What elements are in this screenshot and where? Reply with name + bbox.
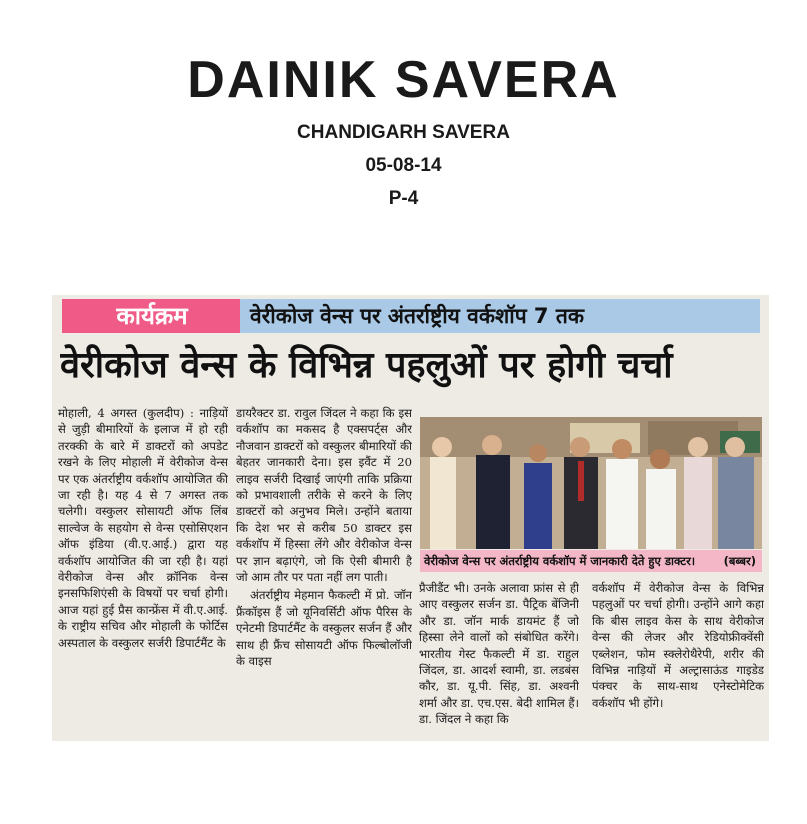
article-column-2 xyxy=(236,405,412,737)
article-column-1 xyxy=(58,405,228,737)
photo-caption xyxy=(420,550,762,572)
section-tag: कार्यक्रम xyxy=(62,299,242,333)
news-clipping xyxy=(52,295,769,741)
edition-label: CHANDIGARH SAVERA xyxy=(297,122,510,143)
strap-headline: वेरीकोज वेन्स पर अंतर्राष्ट्रीय वर्कशॉप 7 तक xyxy=(240,299,760,333)
article-column-3 xyxy=(419,580,579,736)
newspaper-title: DAINIK SAVERA xyxy=(187,51,620,109)
column-2-paragraph-2: अंतर्राष्ट्रीय मेहमान फैकल्टी में प्रो. जॉन फ्रैंकॉइस हैं जो यूनिवर्सिटी ऑफ पैरिस के एनेटमी डिपार्टमैंट के वस्कुलर सर्जन हैं और साथ ही फ्रैंच सोसायटी ऑफ फिल्बोलॉजी के वाइस xyxy=(236,588,412,669)
group-photo xyxy=(420,417,762,549)
photo-illustration xyxy=(420,417,762,549)
column-2-paragraph-1: डायरैक्टर डा. रावुल जिंदल ने कहा कि इस वर्कशॉप का मकसद है एक्सपर्ट्स और नौजवान डाक्टरों को वस्कुलर बीमारियों की बेहतर जानकारी देना। इस इवैंट में 20 लाइव सर्जरी दिखाई जाएंगी ताकि प्रक्रिया को प्रभावशाली तरीके से करने के लिए डाक्टरों को अनुभव मिले। उन्होंने बताया कि देश भर से करीब 50 डाक्टर इस वर्कशॉप में हिस्सा लेंगे और वेरीकोज वेन्स पर ज्ञान बढ़ाएंगे, जो कि ऐसी बीमारी है जो आम तौर पर पता नहीं लग पाती। xyxy=(236,406,412,585)
main-headline: वेरीकोज वेन्स के विभिन्न पहलुओं पर होगी चर्चा xyxy=(60,345,673,386)
column-3-text: प्रैजीडैंट भी। उनके अलावा फ्रांस से ही आए वस्कुलर सर्जन डा. पैट्रिक बेंजिनी और डा. जॉन मार्क डायमंट हैं जो हिस्सा लेने वालों को संबोधित करेंगे। भारतीय गेस्ट फैकल्टी में डा. राहुल जिंदल, डा. आदर्श स्वामी, डा. लडबंस कौर, डा. यू.पी. सिंह, डा. अश्वनी शर्मा और डा. एच.एस. बेदी शामिल हैं। डा. जिंदल ने कहा कि xyxy=(419,581,579,727)
article-column-4 xyxy=(592,580,764,736)
column-4-text: वर्कशॉप में वेरीकोज वेन्स के विभिन्न पहलुओं पर चर्चा होगी। उन्होंने आगे कहा कि बीस लाइव केस के साथ वेरीकोज वेन्स की लेजर और रेडियोफ्रीक्वेंसी एब्लेशन, फोम स्क्लेरोथैरेपी, शरीर की विभिन्न नाड़ियों में अल्ट्रासाऊंड गाइडेड पंक्चर के साथ-साथ एनेस्टोमेटिक वर्कशॉप भी होंगे। xyxy=(592,581,764,710)
date-label: 05-08-14 xyxy=(365,155,442,176)
caption-text: वेरीकोज वेन्स पर अंतर्राष्ट्रीय वर्कशॉप में जानकारी देते हुए डाक्टर। xyxy=(424,554,696,568)
column-1-text: मोहाली, 4 अगस्त (कुलदीप) : नाड़ियों से जुड़ी बीमारियों के इलाज में हो रही तरक्की के बारे में डाक्टरों को अपडेट रखने के लिए मोहाली में वेरीकोज वेन्स पर एक अंतर्राष्ट्रीय वर्कशॉप आयोजित की जा रही है। यह 4 से 7 अगस्त तक चलेगी। वस्कुलर सोसायटी ऑफ लिंब साल्वेज के सहयोग से वेन्स एसोसिएशन ऑफ इंडिया (वी.ए.आई.) द्वारा यह वर्कशॉप आयोजित की जा रही है। यहां वेरीकोज वेन्स और क्रॉनिक वेन्स इनसफिशिएंसी के विषयों पर चर्चा होगी। आज यहां हुई प्रैस कान्फ्रेंस में वी.ए.आई. के राष्ट्रीय सचिव और मोहाली के फोर्टिस अस्पताल के वस्कुलर सर्जरी डिपार्टमैंट के xyxy=(58,406,228,650)
page-label: P-4 xyxy=(388,188,419,209)
photo-credit: (बब्बर) xyxy=(723,554,756,568)
